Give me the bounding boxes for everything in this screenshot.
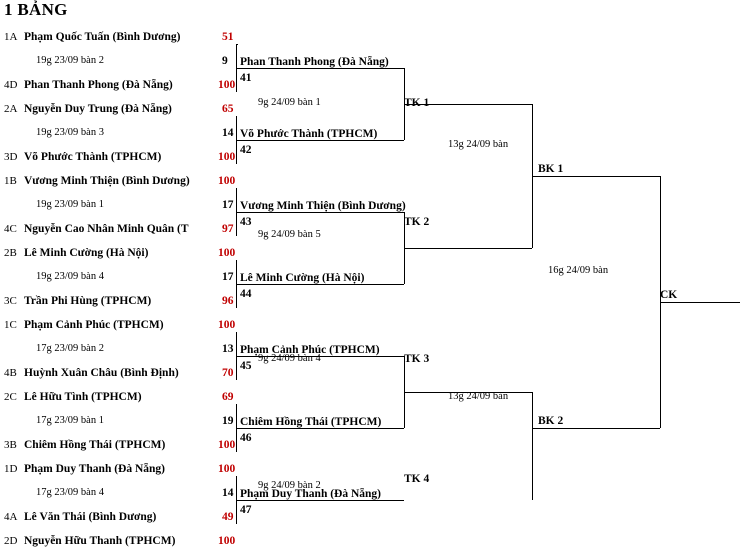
seed-code: 1C xyxy=(4,319,17,331)
match-info: 19g 23/09 bàn 3 xyxy=(36,127,104,138)
player-name: Phạm Duy Thanh (Đà Nẵng) xyxy=(24,463,166,475)
semi-schedule: 13g 24/09 bàn xyxy=(448,391,509,402)
quarter-label: TK 4 xyxy=(404,473,430,485)
seed-code: 3C xyxy=(4,295,17,307)
opponent-score: 17 xyxy=(222,199,234,211)
bracket-line xyxy=(404,248,532,249)
bracket-line xyxy=(404,104,532,105)
bracket-line xyxy=(236,356,404,357)
bracket-line xyxy=(532,176,660,177)
semi-schedule: 13g 24/09 bàn xyxy=(448,139,509,150)
round2-winner: Lê Minh Cường (Hà Nội) xyxy=(240,272,365,284)
player-name: Vương Minh Thiện (Bình Dương) xyxy=(24,175,190,187)
bracket-line xyxy=(404,392,532,393)
bracket-line xyxy=(532,392,533,500)
seed-code: 2C xyxy=(4,391,17,403)
round2-match-number: 44 xyxy=(240,288,252,300)
player-score: 51 xyxy=(222,31,234,43)
round2-winner: Vương Minh Thiện (Bình Dương) xyxy=(240,200,406,212)
round2-winner: Võ Phước Thành (TPHCM) xyxy=(240,128,378,140)
opponent-score: 9 xyxy=(222,55,228,67)
player-name: Nguyễn Duy Trung (Đà Nẵng) xyxy=(24,103,172,115)
player-name: Lê Hữu Tình (TPHCM) xyxy=(24,391,142,403)
final-schedule: 16g 24/09 bàn xyxy=(548,265,609,276)
match-info: 19g 23/09 bàn 4 xyxy=(36,271,104,282)
opponent-score: 17 xyxy=(222,271,234,283)
player-score: 49 xyxy=(222,511,234,523)
opponent-score: 13 xyxy=(222,343,234,355)
player-score: 100 xyxy=(218,79,236,91)
seed-code: 3B xyxy=(4,439,17,451)
match-info: 17g 23/09 bàn 4 xyxy=(36,487,104,498)
opponent-score: 19 xyxy=(222,415,234,427)
seed-code: 4C xyxy=(4,223,17,235)
bracket-line xyxy=(532,428,660,429)
bracket-line xyxy=(236,284,404,285)
round2-match-number: 45 xyxy=(240,360,252,372)
player-score: 69 xyxy=(222,391,234,403)
seed-code: 1A xyxy=(4,31,18,43)
page-title: 1 BẢNG xyxy=(4,0,68,19)
player-name: Chiêm Hồng Thái (TPHCM) xyxy=(24,439,166,451)
seed-code: 3D xyxy=(4,151,18,163)
round2-match-number: 47 xyxy=(240,504,252,516)
quarter-label: TK 1 xyxy=(404,97,430,109)
round2-winner: Chiêm Hồng Thái (TPHCM) xyxy=(240,416,382,428)
seed-code: 4D xyxy=(4,79,18,91)
player-name: Lê Minh Cường (Hà Nội) xyxy=(24,247,149,259)
quarter-schedule: 9g 24/09 bàn 4 xyxy=(258,353,321,364)
match-info: 17g 23/09 bàn 2 xyxy=(36,343,104,354)
seed-code: 1D xyxy=(4,463,18,475)
match-info: 17g 23/09 bàn 1 xyxy=(36,415,104,426)
quarter-label: TK 3 xyxy=(404,353,430,365)
player-name: Lê Văn Thái (Bình Dương) xyxy=(24,511,157,523)
round2-winner: Phan Thanh Phong (Đà Nẵng) xyxy=(240,56,389,68)
player-name: Huỳnh Xuân Châu (Bình Định) xyxy=(24,367,179,379)
match-info: 19g 23/09 bàn 2 xyxy=(36,55,104,66)
player-score: 97 xyxy=(222,223,234,235)
bracket-line xyxy=(236,140,404,141)
seed-code: 4B xyxy=(4,367,17,379)
player-name: Phạm Cảnh Phúc (TPHCM) xyxy=(24,319,164,331)
final-label: CK xyxy=(660,289,678,301)
round2-match-number: 43 xyxy=(240,216,252,228)
bracket-line xyxy=(236,428,404,429)
quarter-schedule: 9g 24/09 bàn 1 xyxy=(258,97,321,108)
round2-match-number: 41 xyxy=(240,72,252,84)
opponent-score: 14 xyxy=(222,127,234,139)
player-score: 100 xyxy=(218,463,236,475)
seed-code: 1B xyxy=(4,175,17,187)
seed-code: 2A xyxy=(4,103,18,115)
player-name: Phạm Quốc Tuấn (Bình Dương) xyxy=(24,31,181,43)
semi-label: BK 1 xyxy=(538,163,564,175)
player-score: 100 xyxy=(218,175,236,187)
player-score: 96 xyxy=(222,295,234,307)
bracket-line xyxy=(236,500,404,501)
player-score: 100 xyxy=(218,535,236,547)
match-info: 19g 23/09 bàn 1 xyxy=(36,199,104,210)
semi-label: BK 2 xyxy=(538,415,564,427)
seed-code: 2B xyxy=(4,247,17,259)
bracket-line xyxy=(236,212,404,213)
player-name: Nguyễn Cao Nhân Minh Quân (T xyxy=(24,223,189,235)
round2-winner: Phạm Cảnh Phúc (TPHCM) xyxy=(240,344,380,356)
quarter-schedule: 9g 24/09 bàn 2 xyxy=(258,480,321,491)
player-name: Nguyễn Hữu Thanh (TPHCM) xyxy=(24,535,176,547)
bracket-line xyxy=(236,68,404,69)
player-name: Phan Thanh Phong (Đà Nẵng) xyxy=(24,79,173,91)
quarter-schedule: 9g 24/09 bàn 5 xyxy=(258,229,321,240)
player-score: 65 xyxy=(222,103,234,115)
quarter-label: TK 2 xyxy=(404,216,430,228)
player-score: 100 xyxy=(218,439,236,451)
player-name: Trần Phi Hùng (TPHCM) xyxy=(24,295,152,307)
player-name: Võ Phước Thành (TPHCM) xyxy=(24,151,162,163)
player-score: 70 xyxy=(222,367,234,379)
opponent-score: 14 xyxy=(222,487,234,499)
round2-match-number: 46 xyxy=(240,432,252,444)
seed-code: 2D xyxy=(4,535,18,547)
player-score: 100 xyxy=(218,319,236,331)
round2-winner: Phạm Duy Thanh (Đà Nẵng) xyxy=(240,488,382,500)
seed-code: 4A xyxy=(4,511,18,523)
round2-match-number: 42 xyxy=(240,144,252,156)
player-score: 100 xyxy=(218,151,236,163)
player-score: 100 xyxy=(218,247,236,259)
bracket-line xyxy=(660,302,740,303)
